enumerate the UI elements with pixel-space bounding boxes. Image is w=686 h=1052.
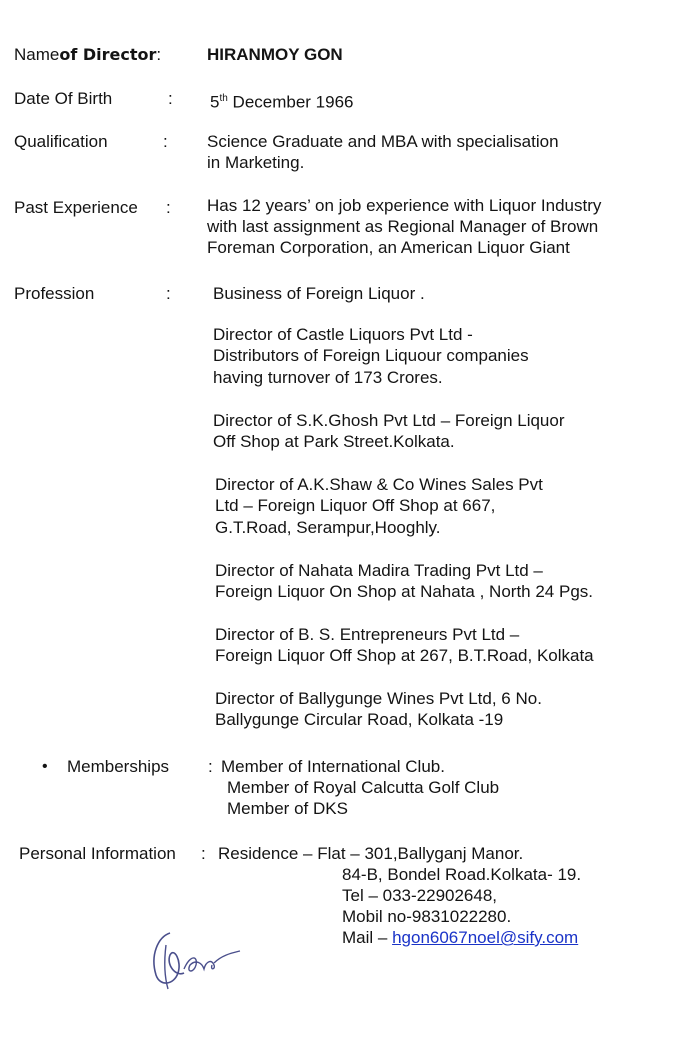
dob-suffix: th <box>219 93 228 104</box>
name-label-prefix: Name <box>14 45 60 64</box>
dob-value <box>210 88 354 114</box>
mail-line <box>342 927 578 949</box>
telephone-line: Tel – 033-22902648, <box>342 886 498 905</box>
experience-line: Foreman Corporation, an American Liquor Giant <box>207 238 570 257</box>
membership-line: Member of International Club. <box>221 757 445 776</box>
profession-line: G.T.Road, Serampur,Hooghly. <box>215 518 441 537</box>
dob-label: Date Of Birth <box>14 89 113 108</box>
dob-rest: December 1966 <box>227 92 354 112</box>
profession-label: Profession <box>14 284 95 303</box>
profession-line: having turnover of 173 Crores. <box>213 368 443 387</box>
membership-line: Member of Royal Calcutta Golf Club <box>227 778 500 797</box>
profession-line: Foreign Liquor Off Shop at 267, B.T.Road, Kolkata <box>215 646 594 665</box>
profession-line: Foreign Liquor On Shop at Nahata , North 24 Pgs. <box>215 582 594 601</box>
profession-line: Director of Nahata Madira Trading Pvt Ltd – <box>215 561 543 580</box>
director-name: HIRANMOY GON <box>207 45 343 64</box>
experience-line: with last assignment as Regional Manager of Brown <box>207 217 599 236</box>
qualification-colon: : <box>163 132 168 151</box>
address-line: 84-B, Bondel Road.Kolkata- 19. <box>342 865 582 884</box>
email-link[interactable]: hgon6067noel@sify.com <box>392 928 579 947</box>
memberships-colon: : <box>208 757 213 776</box>
profession-line: Off Shop at Park Street.Kolkata. <box>213 432 455 451</box>
bullet-icon: • <box>42 758 48 775</box>
profession-line: Director of Ballygunge Wines Pvt Ltd, 6 No. <box>215 689 542 708</box>
membership-line: Member of DKS <box>227 799 348 818</box>
profession-line: Director of B. S. Entrepreneurs Pvt Ltd – <box>215 625 520 644</box>
personal-label: Personal Information <box>19 844 176 863</box>
residence-line: Residence – Flat – 301,Ballyganj Manor. <box>218 844 524 863</box>
qualification-label: Qualification <box>14 132 108 151</box>
profession-line: Director of S.K.Ghosh Pvt Ltd – Foreign Liquor <box>213 411 565 430</box>
experience-colon: : <box>166 198 171 217</box>
experience-label: Past Experience <box>14 198 138 217</box>
profession-intro: Business of Foreign Liquor . <box>213 284 425 303</box>
memberships-label: Memberships <box>67 757 170 776</box>
qualification-line: in Marketing. <box>207 153 305 172</box>
name-label-bold: of Director <box>59 45 157 64</box>
profession-line: Ballygunge Circular Road, Kolkata -19 <box>215 710 504 729</box>
experience-line: Has 12 years’ on job experience with Liquor Industry <box>207 196 602 215</box>
name-label <box>14 44 161 66</box>
mail-prefix: Mail – <box>342 928 393 947</box>
signature-image <box>140 925 245 995</box>
profession-line: Director of A.K.Shaw & Co Wines Sales Pvt <box>215 475 543 494</box>
profession-line: Distributors of Foreign Liquour companies <box>213 346 529 365</box>
dob-day: 5 <box>210 92 220 112</box>
profession-colon: : <box>166 284 171 303</box>
personal-colon: : <box>201 844 206 863</box>
profession-line: Director of Castle Liquors Pvt Ltd - <box>213 325 473 344</box>
name-colon: : <box>156 45 162 64</box>
profession-line: Ltd – Foreign Liquor Off Shop at 667, <box>215 496 496 515</box>
qualification-line: Science Graduate and MBA with specialisation <box>207 132 559 151</box>
dob-colon: : <box>168 89 173 108</box>
mobile-line: Mobil no-9831022280. <box>342 907 512 926</box>
